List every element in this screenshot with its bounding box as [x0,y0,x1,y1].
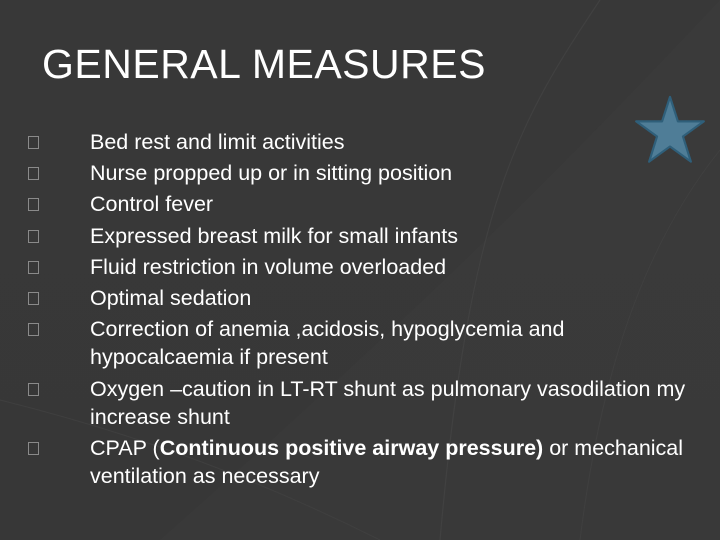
list-item [28,128,688,156]
list-item [28,284,688,312]
bullet-text: Bed rest and limit activities [90,130,345,154]
list-item [28,434,688,490]
list-item [28,190,688,218]
bullet-text: Control fever [90,192,214,217]
hollow-square-bullet-icon [28,136,39,149]
list-item [28,222,688,250]
hollow-square-bullet-icon [28,167,39,180]
bullet-list [28,128,688,493]
list-item [28,375,688,431]
hollow-square-bullet-icon [28,323,39,336]
hollow-square-bullet-icon [28,261,39,274]
hollow-square-bullet-icon [28,198,39,211]
list-item [28,315,688,371]
bullet-text: Correction of anemia ,acidosis, hypoglycemia and hypocalcaemia if present [90,317,565,370]
bullet-text-suffix: or mechanical ventilation as necessary [90,436,684,489]
bullet-text: Nurse propped up or in sitting position [90,161,453,186]
list-item [28,253,688,281]
bullet-text: Oxygen –caution in LT-RT shunt as pulmonary vasodilation my increase shunt [90,376,686,429]
bullet-text: Expressed breast milk for small infants [90,223,459,248]
hollow-square-bullet-icon [28,292,39,305]
hollow-square-bullet-icon [28,230,39,243]
bullet-text: Fluid restriction in volume overloaded [90,254,447,279]
slide-title: GENERAL MEASURES [42,41,486,87]
hollow-square-bullet-icon [28,383,39,396]
bullet-text-bold: Continuous positive airway pressure) [159,436,544,461]
bullet-text: Optimal sedation [90,286,252,311]
list-item [28,159,688,187]
hollow-square-bullet-icon [28,442,39,455]
bullet-text-prefix: CPAP ( [90,436,160,461]
